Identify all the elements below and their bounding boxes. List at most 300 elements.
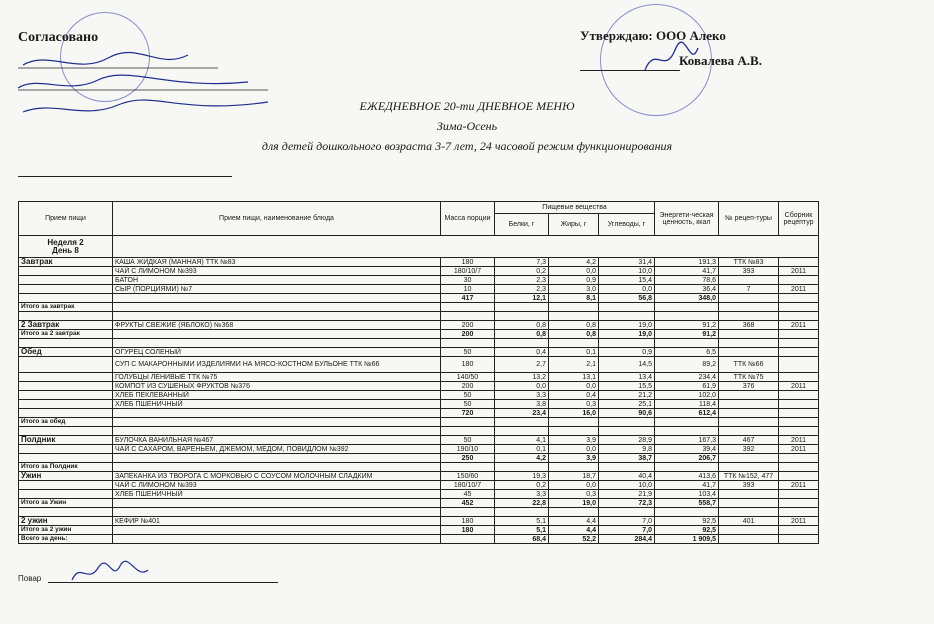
carbs-cell [599, 427, 655, 436]
protein-cell: 3,3 [495, 391, 549, 400]
collection-cell [779, 391, 819, 400]
mass-cell [441, 418, 495, 427]
protein-cell: 5,1 [495, 526, 549, 535]
protein-cell: 0,0 [495, 382, 549, 391]
mass-cell: 30 [441, 276, 495, 285]
energy-cell: 102,0 [655, 391, 719, 400]
collection-cell [779, 454, 819, 463]
table-row [19, 321, 819, 330]
dish-cell: ФРУКТЫ СВЕЖИЕ (ЯБЛОКО) №368 [113, 321, 441, 330]
cook-label: Повар [18, 574, 42, 583]
col-collection: Сборник рецептур [779, 202, 819, 236]
dish-cell: БАТОН [113, 276, 441, 285]
col-energy: Энергети-ческая ценность, ккал [655, 202, 719, 236]
recipe-cell [719, 490, 779, 499]
dish-cell [113, 312, 441, 321]
meal-cell: Ужин [19, 472, 113, 481]
table-row [19, 373, 819, 382]
collection-cell [779, 400, 819, 409]
carbs-cell: 7,0 [599, 517, 655, 526]
mass-cell: 50 [441, 436, 495, 445]
carbs-cell: 40,4 [599, 472, 655, 481]
recipe-cell [719, 526, 779, 535]
energy-cell: 92,5 [655, 526, 719, 535]
fat-cell: 13,1 [549, 373, 599, 382]
carbs-cell: 10,0 [599, 267, 655, 276]
mass-cell: 180 [441, 357, 495, 373]
menu-subtitle: для детей дошкольного возраста 3-7 лет, 24 часовой режим функционирования [261, 139, 673, 153]
fat-cell: 8,1 [549, 294, 599, 303]
dish-cell [113, 499, 441, 508]
collection-cell [779, 330, 819, 339]
mass-cell: 200 [441, 330, 495, 339]
carbs-cell [599, 463, 655, 472]
meal-cell [19, 481, 113, 490]
table-row [19, 472, 819, 481]
collection-cell: 2011 [779, 481, 819, 490]
mass-cell: 180/10/7 [441, 267, 495, 276]
meal-cell [19, 373, 113, 382]
protein-cell: 3,8 [495, 400, 549, 409]
protein-cell [495, 303, 549, 312]
dish-cell: КЕФИР №401 [113, 517, 441, 526]
recipe-cell [719, 294, 779, 303]
protein-cell: 12,1 [495, 294, 549, 303]
dish-cell: ХЛЕБ ПЕКЛЕВАННЫЙ [113, 391, 441, 400]
energy-cell: 61,9 [655, 382, 719, 391]
collection-cell: 2011 [779, 382, 819, 391]
mass-cell: 200 [441, 321, 495, 330]
dish-cell [113, 535, 441, 544]
table-row [19, 285, 819, 294]
protein-cell [495, 312, 549, 321]
table-row [19, 348, 819, 357]
mass-cell: 720 [441, 409, 495, 418]
energy-cell: 41,7 [655, 481, 719, 490]
fat-cell: 0,0 [549, 382, 599, 391]
recipe-cell [719, 454, 779, 463]
energy-cell: 558,7 [655, 499, 719, 508]
protein-cell: 22,8 [495, 499, 549, 508]
table-row [19, 382, 819, 391]
recipe-cell: 401 [719, 517, 779, 526]
carbs-cell: 7,0 [599, 526, 655, 535]
energy-cell: 1 909,5 [655, 535, 719, 544]
meal-cell [19, 409, 113, 418]
mass-cell [441, 312, 495, 321]
carbs-cell: 0,0 [599, 285, 655, 294]
collection-cell [779, 258, 819, 267]
recipe-cell: ТТК №152, 477 [719, 472, 779, 481]
approved-name: Ковалева А.В. [679, 53, 762, 68]
mass-cell [441, 508, 495, 517]
table-row [19, 508, 819, 517]
col-nutrients: Пищевые вещества [495, 202, 655, 214]
mass-cell: 180 [441, 526, 495, 535]
collection-cell [779, 276, 819, 285]
collection-cell [779, 373, 819, 382]
dish-cell: СЫР (ПОРЦИЯМИ) №7 [113, 285, 441, 294]
energy-cell [655, 303, 719, 312]
fat-cell [549, 418, 599, 427]
energy-cell [655, 339, 719, 348]
dish-cell [113, 330, 441, 339]
meal-cell: 2 Завтрак [19, 321, 113, 330]
carbs-cell [599, 508, 655, 517]
recipe-cell: 392 [719, 445, 779, 454]
carbs-cell [599, 418, 655, 427]
energy-cell: 91,2 [655, 330, 719, 339]
protein-cell: 5,1 [495, 517, 549, 526]
dish-cell: ЧАЙ С ЛИМОНОМ №393 [113, 481, 441, 490]
meal-cell [19, 285, 113, 294]
energy-cell [655, 427, 719, 436]
energy-cell: 36,4 [655, 285, 719, 294]
col-fat: Жиры, г [549, 214, 599, 236]
collection-cell [779, 348, 819, 357]
table-row [19, 526, 819, 535]
carbs-cell [599, 303, 655, 312]
recipe-cell [719, 339, 779, 348]
meal-cell: Завтрак [19, 258, 113, 267]
mass-cell: 140/50 [441, 373, 495, 382]
fat-cell [549, 427, 599, 436]
mass-cell: 417 [441, 294, 495, 303]
recipe-cell: 393 [719, 481, 779, 490]
mass-cell: 45 [441, 490, 495, 499]
meal-cell [19, 427, 113, 436]
collection-cell [779, 508, 819, 517]
energy-cell: 92,5 [655, 517, 719, 526]
fat-cell: 0,3 [549, 490, 599, 499]
dish-cell [113, 339, 441, 348]
mass-cell: 180 [441, 258, 495, 267]
collection-cell: 2011 [779, 267, 819, 276]
carbs-cell: 21,9 [599, 490, 655, 499]
protein-cell [495, 418, 549, 427]
recipe-cell [719, 463, 779, 472]
signature-scribbles-left [18, 50, 278, 130]
mass-cell: 50 [441, 391, 495, 400]
dish-cell: КОМПОТ ИЗ СУШЕНЫХ ФРУКТОВ №376 [113, 382, 441, 391]
energy-cell: 234,4 [655, 373, 719, 382]
recipe-cell [719, 499, 779, 508]
fat-cell: 16,0 [549, 409, 599, 418]
fat-cell: 2,1 [549, 357, 599, 373]
carbs-cell: 13,4 [599, 373, 655, 382]
recipe-cell [719, 409, 779, 418]
recipe-cell: 368 [719, 321, 779, 330]
fat-cell: 3,9 [549, 436, 599, 445]
collection-cell [779, 312, 819, 321]
protein-cell: 2,7 [495, 357, 549, 373]
mass-cell: 50 [441, 348, 495, 357]
meal-cell [19, 400, 113, 409]
meal-cell: Всего за день: [19, 535, 113, 544]
recipe-cell [719, 312, 779, 321]
protein-cell: 2,3 [495, 285, 549, 294]
protein-cell [495, 339, 549, 348]
col-dish: Прием пищи, наименование блюда [113, 202, 441, 236]
collection-cell [779, 427, 819, 436]
table-row [19, 330, 819, 339]
meal-cell: Итого за Полдник [19, 463, 113, 472]
meal-cell [19, 508, 113, 517]
dish-cell [113, 409, 441, 418]
energy-cell: 118,4 [655, 400, 719, 409]
protein-cell: 13,2 [495, 373, 549, 382]
mass-cell: 452 [441, 499, 495, 508]
dish-cell: ЧАЙ С ЛИМОНОМ №393 [113, 267, 441, 276]
table-row [19, 294, 819, 303]
protein-cell: 23,4 [495, 409, 549, 418]
collection-cell [779, 526, 819, 535]
table-row [19, 276, 819, 285]
recipe-cell: 467 [719, 436, 779, 445]
fat-cell: 52,2 [549, 535, 599, 544]
collection-cell: 2011 [779, 321, 819, 330]
energy-cell: 89,2 [655, 357, 719, 373]
col-carbs: Углеводы, г [599, 214, 655, 236]
mass-cell [441, 427, 495, 436]
dish-cell [113, 427, 441, 436]
fat-cell: 0,4 [549, 391, 599, 400]
collection-cell [779, 535, 819, 544]
meal-cell [19, 391, 113, 400]
carbs-cell: 28,9 [599, 436, 655, 445]
carbs-cell: 10,0 [599, 481, 655, 490]
collection-cell: 2011 [779, 285, 819, 294]
meal-cell [19, 312, 113, 321]
carbs-cell: 14,5 [599, 357, 655, 373]
fat-cell: 0,0 [549, 481, 599, 490]
fat-cell: 3,0 [549, 285, 599, 294]
meal-cell: Обед [19, 348, 113, 357]
protein-cell: 0,1 [495, 445, 549, 454]
recipe-cell [719, 427, 779, 436]
table-row [19, 490, 819, 499]
cook-signature [70, 560, 150, 586]
protein-cell: 4,2 [495, 454, 549, 463]
recipe-cell [719, 391, 779, 400]
protein-cell [495, 508, 549, 517]
table-row [19, 535, 819, 544]
fat-cell: 0,1 [549, 348, 599, 357]
menu-table [18, 201, 819, 544]
carbs-cell: 0,9 [599, 348, 655, 357]
fat-cell: 19,0 [549, 499, 599, 508]
energy-cell: 91,2 [655, 321, 719, 330]
protein-cell: 19,3 [495, 472, 549, 481]
fat-cell: 4,4 [549, 526, 599, 535]
fat-cell [549, 303, 599, 312]
fat-cell: 0,9 [549, 276, 599, 285]
table-row [19, 303, 819, 312]
meal-cell [19, 357, 113, 373]
energy-cell: 167,3 [655, 436, 719, 445]
protein-cell: 0,8 [495, 321, 549, 330]
mass-cell [441, 463, 495, 472]
energy-cell [655, 312, 719, 321]
energy-cell [655, 418, 719, 427]
dish-cell: ЧАЙ С САХАРОМ, ВАРЕНЬЕМ, ДЖЕМОМ, МЕДОМ, ПОВИДЛОМ №392 [113, 445, 441, 454]
fat-cell [549, 312, 599, 321]
dish-cell: БУЛОЧКА ВАНИЛЬНАЯ №467 [113, 436, 441, 445]
meal-cell [19, 490, 113, 499]
carbs-cell: 21,2 [599, 391, 655, 400]
title-underline [18, 176, 232, 177]
recipe-cell [719, 330, 779, 339]
recipe-cell: ТТК №75 [719, 373, 779, 382]
collection-cell [779, 303, 819, 312]
table-row [19, 409, 819, 418]
mass-cell [441, 303, 495, 312]
col-meal: Прием пищи [19, 202, 113, 236]
table-row [19, 517, 819, 526]
meal-cell [19, 276, 113, 285]
protein-cell: 4,1 [495, 436, 549, 445]
meal-cell [19, 454, 113, 463]
table-row [19, 391, 819, 400]
fat-cell: 3,9 [549, 454, 599, 463]
carbs-cell [599, 312, 655, 321]
recipe-cell: ТТК №83 [719, 258, 779, 267]
collection-cell [779, 418, 819, 427]
dish-cell [113, 303, 441, 312]
protein-cell: 7,3 [495, 258, 549, 267]
dish-cell [113, 508, 441, 517]
protein-cell: 2,3 [495, 276, 549, 285]
energy-cell [655, 463, 719, 472]
collection-cell [779, 463, 819, 472]
mass-cell [441, 535, 495, 544]
table-row [19, 418, 819, 427]
collection-cell [779, 339, 819, 348]
energy-cell: 348,0 [655, 294, 719, 303]
approved-signature-line [580, 70, 680, 71]
collection-cell [779, 490, 819, 499]
table-row [19, 481, 819, 490]
dish-cell [113, 294, 441, 303]
recipe-cell [719, 400, 779, 409]
collection-cell: 2011 [779, 445, 819, 454]
fat-cell: 4,2 [549, 258, 599, 267]
dish-cell: ЗАПЕКАНКА ИЗ ТВОРОГА С МОРКОВЬЮ С СОУСОМ МОЛОЧНЫМ СЛАДКИМ [113, 472, 441, 481]
energy-cell: 103,4 [655, 490, 719, 499]
carbs-cell: 31,4 [599, 258, 655, 267]
fat-cell: 0,0 [549, 445, 599, 454]
recipe-cell: ТТК №66 [719, 357, 779, 373]
dish-cell: КАША ЖИДКАЯ (МАННАЯ) ТТК №83 [113, 258, 441, 267]
recipe-cell [719, 348, 779, 357]
fat-cell: 0,8 [549, 330, 599, 339]
dish-cell: ОГУРЕЦ СОЛЕНЫЙ [113, 348, 441, 357]
energy-cell: 78,6 [655, 276, 719, 285]
meal-cell: Итого за Ужин [19, 499, 113, 508]
fat-cell: 0,3 [549, 400, 599, 409]
mass-cell: 10 [441, 285, 495, 294]
recipe-cell: 7 [719, 285, 779, 294]
table-row [19, 427, 819, 436]
fat-cell: 0,0 [549, 267, 599, 276]
agreed-label: Согласовано [18, 30, 99, 45]
table-row [19, 312, 819, 321]
mass-cell: 250 [441, 454, 495, 463]
carbs-cell: 72,3 [599, 499, 655, 508]
col-mass: Масса порции [441, 202, 495, 236]
protein-cell [495, 427, 549, 436]
table-row [19, 400, 819, 409]
meal-cell: Полдник [19, 436, 113, 445]
week-label: Неделя 2 [47, 237, 84, 247]
fat-cell [549, 508, 599, 517]
menu-title: ЕЖЕДНЕВНОЕ 20-ти ДНЕВНОЕ МЕНЮ [359, 99, 575, 113]
recipe-cell: 376 [719, 382, 779, 391]
carbs-cell: 15,4 [599, 276, 655, 285]
mass-cell: 180/10/7 [441, 481, 495, 490]
meal-cell [19, 382, 113, 391]
table-row [19, 499, 819, 508]
carbs-cell: 284,4 [599, 535, 655, 544]
protein-cell: 0,2 [495, 481, 549, 490]
fat-cell: 18,7 [549, 472, 599, 481]
meal-cell: 2 ужин [19, 517, 113, 526]
energy-cell: 612,4 [655, 409, 719, 418]
fat-cell [549, 339, 599, 348]
col-recipe: № рецеп-туры [719, 202, 779, 236]
meal-cell: Итого за 2 завтрак [19, 330, 113, 339]
recipe-cell [719, 303, 779, 312]
dish-cell [113, 463, 441, 472]
energy-cell: 413,6 [655, 472, 719, 481]
protein-cell: 3,3 [495, 490, 549, 499]
table-row [19, 436, 819, 445]
table-row [19, 339, 819, 348]
meal-cell [19, 445, 113, 454]
dish-cell: ГОЛУБЦЫ ЛЕНИВЫЕ ТТК №75 [113, 373, 441, 382]
meal-cell [19, 294, 113, 303]
day-label: День 8 [52, 245, 79, 255]
carbs-cell: 9,8 [599, 445, 655, 454]
col-protein: Белки, г [495, 214, 549, 236]
dish-cell: ХЛЕБ ПШЕНИЧНЫЙ [113, 490, 441, 499]
fat-cell: 0,8 [549, 321, 599, 330]
meal-cell: Итого за обед [19, 418, 113, 427]
collection-cell [779, 357, 819, 373]
meal-cell: Итого за 2 ужин [19, 526, 113, 535]
table-row [19, 258, 819, 267]
carbs-cell [599, 339, 655, 348]
menu-season: Зима-Осень [436, 119, 498, 133]
table-row [19, 454, 819, 463]
carbs-cell: 90,6 [599, 409, 655, 418]
recipe-cell [719, 535, 779, 544]
collection-cell [779, 409, 819, 418]
collection-cell [779, 472, 819, 481]
recipe-cell [719, 276, 779, 285]
dish-cell [113, 454, 441, 463]
dish-cell: СУП С МАКАРОННЫМИ ИЗДЕЛИЯМИ НА МЯСО-КОСТНОМ БУЛЬОНЕ ТТК №66 [113, 357, 441, 373]
protein-cell [495, 463, 549, 472]
collection-cell: 2011 [779, 517, 819, 526]
protein-cell: 0,2 [495, 267, 549, 276]
mass-cell: 150/60 [441, 472, 495, 481]
energy-cell [655, 508, 719, 517]
mass-cell: 50 [441, 400, 495, 409]
energy-cell: 6,5 [655, 348, 719, 357]
carbs-cell: 19,0 [599, 321, 655, 330]
dish-cell: ХЛЕБ ПШЕНИЧНЫЙ [113, 400, 441, 409]
